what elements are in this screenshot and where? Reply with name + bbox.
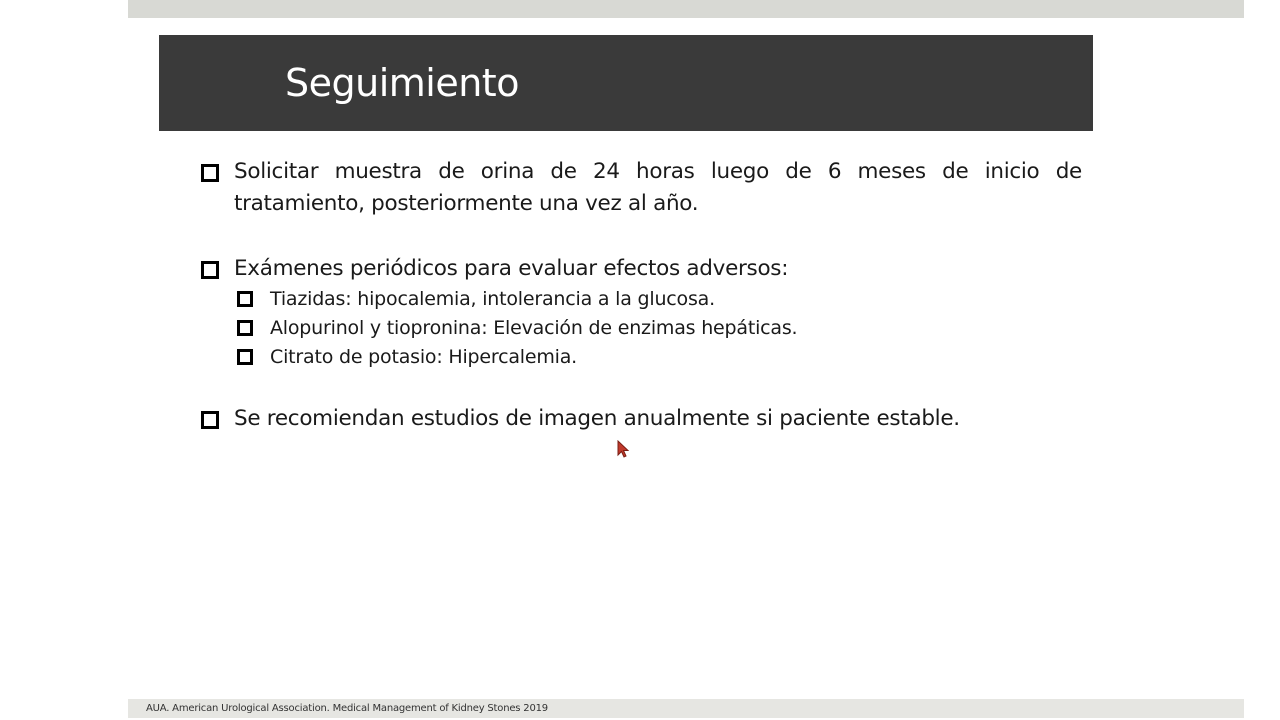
sub-bullet-text: Tiazidas: hipocalemia, intolerancia a la glucosa.	[270, 288, 715, 310]
square-bullet-icon	[237, 349, 253, 365]
sub-bullet-item	[200, 285, 1082, 314]
slide-title: Seguimiento	[285, 61, 519, 105]
bullet-item	[200, 156, 1082, 220]
bullet-text: Solicitar muestra de orina de 24 horas luego de 6 meses de inicio de tratamiento, posteriormente una vez al año.	[234, 159, 1082, 216]
footer-citation: AUA. American Urological Association. Medical Management of Kidney Stones 2019	[146, 703, 548, 714]
bullet-item	[200, 403, 1082, 435]
square-bullet-icon	[201, 261, 219, 279]
square-bullet-icon	[201, 411, 219, 429]
slide-content	[200, 156, 1082, 435]
slide-top-band	[128, 0, 1244, 18]
sub-bullet-item	[200, 314, 1082, 343]
title-bar	[159, 35, 1093, 131]
bullet-item	[200, 253, 1082, 285]
bullet-text: Se recomiendan estudios de imagen anualmente si paciente estable.	[234, 406, 960, 431]
bullet-text: Exámenes periódicos para evaluar efectos adversos:	[234, 256, 789, 281]
sub-bullet-text: Citrato de potasio: Hipercalemia.	[270, 346, 578, 368]
square-bullet-icon	[201, 164, 219, 182]
square-bullet-icon	[237, 291, 253, 307]
sub-bullet-text: Alopurinol y tiopronina: Elevación de enzimas hepáticas.	[270, 317, 798, 339]
sub-bullet-item	[200, 343, 1082, 372]
square-bullet-icon	[237, 320, 253, 336]
